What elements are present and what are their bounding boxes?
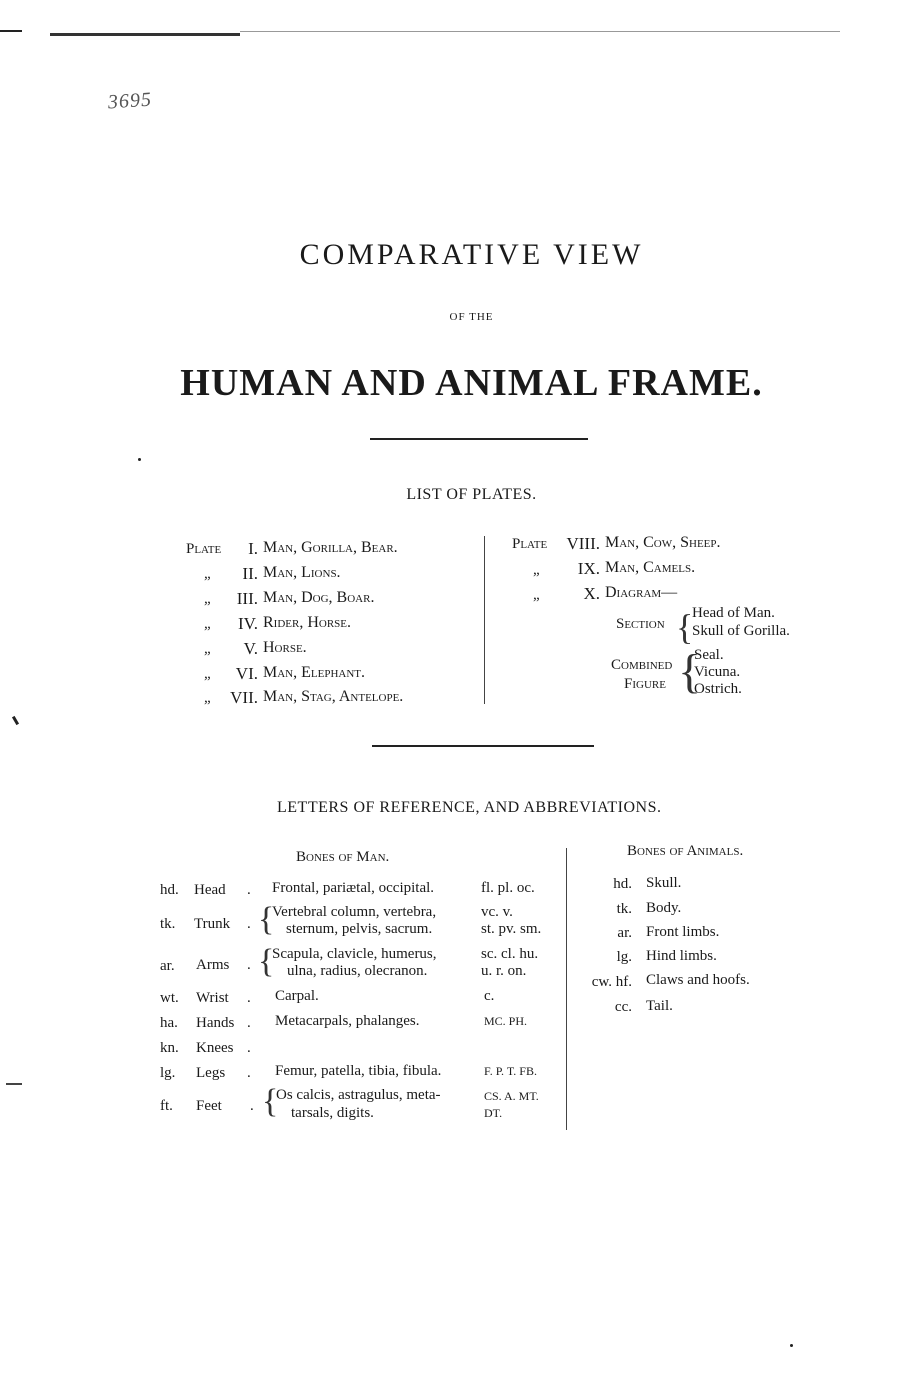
- plate-prefix: „: [204, 591, 211, 607]
- animal-part: Hind limbs.: [646, 948, 717, 964]
- plates-divider: [372, 745, 594, 747]
- bone-abbr: tk.: [616, 901, 632, 917]
- plate-subjects: Man, Lions.: [263, 564, 341, 581]
- bone-abbr: ar.: [617, 925, 632, 941]
- section-item: Head of Man.: [692, 605, 775, 621]
- combined-item: Vicuna.: [694, 664, 741, 680]
- bone-names: Os calcis, astragulus, meta-: [276, 1087, 441, 1103]
- combined-brace: {: [678, 645, 702, 698]
- plate-number: I.: [248, 539, 258, 558]
- plate-prefix: „: [204, 641, 211, 657]
- title-line-3: HUMAN AND ANIMAL FRAME.: [180, 362, 763, 404]
- plate-number: VII.: [230, 688, 258, 707]
- top-edge-mark: [50, 33, 240, 36]
- leader-dot: .: [247, 916, 251, 932]
- top-edge-mark-left: [0, 30, 22, 32]
- top-edge-mark-faint: [240, 31, 840, 32]
- body-part: Head: [194, 882, 226, 898]
- plate-subjects: Man, Elephant.: [263, 664, 365, 681]
- bone-names: Metacarpals, phalanges.: [275, 1013, 420, 1029]
- plate-prefix: Plate: [512, 536, 548, 552]
- plate-prefix: „: [204, 666, 211, 682]
- bone-codes: DT.: [484, 1106, 503, 1120]
- body-part: Arms: [196, 957, 230, 973]
- plate-subjects: Rider, Horse.: [263, 614, 352, 631]
- handwritten-note: 3695: [107, 88, 153, 114]
- body-part: Wrist: [196, 990, 229, 1006]
- bone-codes: st. pv. sm.: [481, 921, 542, 937]
- plate-number: V.: [243, 639, 258, 658]
- bone-codes: vc. v.: [481, 904, 513, 920]
- bone-codes: F. P. T. FB.: [484, 1064, 537, 1078]
- plate-number: III.: [236, 589, 258, 608]
- plate-prefix: „: [533, 587, 540, 603]
- plate-subjects: Man, Gorilla, Bear.: [263, 539, 398, 556]
- bone-names: Femur, patella, tibia, fibula.: [275, 1063, 442, 1079]
- animal-bones-heading: Bones of Animals.: [627, 843, 744, 859]
- plate-prefix: „: [204, 616, 211, 632]
- leader-dot: .: [247, 882, 251, 898]
- plate-prefix: „: [204, 690, 211, 706]
- leader-dot: .: [247, 1015, 251, 1031]
- leader-dot: .: [247, 957, 251, 973]
- scan-speck: [6, 1083, 22, 1085]
- leader-dot: .: [247, 1040, 251, 1056]
- bone-abbr: cc.: [614, 999, 632, 1015]
- plates-column-divider: [484, 536, 485, 704]
- bone-names: tarsals, digits.: [291, 1105, 374, 1121]
- plate-number: II.: [242, 564, 258, 583]
- plate-subjects: Diagram—: [605, 584, 678, 601]
- bone-abbr: lg.: [616, 949, 632, 965]
- plate-prefix: „: [204, 566, 211, 582]
- title-line-2: OF THE: [449, 311, 494, 323]
- animal-part: Skull.: [646, 875, 682, 891]
- animal-part: Front limbs.: [646, 924, 720, 940]
- leader-dot: .: [250, 1098, 254, 1114]
- bone-abbr: ft.: [160, 1098, 173, 1114]
- plate-subjects: Man, Dog, Boar.: [263, 589, 375, 606]
- plate-number: VIII.: [566, 534, 600, 553]
- bone-codes: c.: [484, 988, 495, 1004]
- bone-abbr: ar.: [160, 958, 175, 974]
- bone-names: Vertebral column, vertebra,: [272, 904, 437, 920]
- row-brace: {: [258, 901, 275, 938]
- plates-heading: LIST OF PLATES.: [406, 486, 537, 503]
- combined-item: Seal.: [694, 647, 724, 663]
- plate-number: VI.: [235, 664, 258, 683]
- bone-abbr: wt.: [160, 990, 179, 1006]
- bone-abbr: cw. hf.: [591, 974, 632, 990]
- animal-part: Tail.: [646, 998, 673, 1014]
- bone-names: sternum, pelvis, sacrum.: [286, 921, 433, 937]
- bone-names: Carpal.: [275, 988, 319, 1004]
- body-part: Knees: [196, 1040, 234, 1056]
- plate-number: X.: [583, 584, 600, 603]
- title-divider: [370, 438, 588, 440]
- combined-label-line-1: Combined: [611, 657, 673, 673]
- bone-codes: CS. A. MT.: [484, 1089, 539, 1103]
- leader-dot: .: [247, 990, 251, 1006]
- plate-subjects: Man, Cow, Sheep.: [605, 534, 721, 551]
- animal-part: Body.: [646, 900, 682, 916]
- plate-number: IV.: [238, 614, 258, 633]
- man-bones-heading: Bones of Man.: [296, 849, 390, 865]
- body-part: Legs: [196, 1065, 226, 1081]
- plate-subjects: Horse.: [263, 639, 307, 656]
- references-column-divider: [566, 848, 567, 1130]
- row-brace: {: [258, 943, 275, 980]
- bone-abbr: hd.: [613, 876, 632, 892]
- section-item: Skull of Gorilla.: [692, 623, 790, 639]
- plate-subjects: Man, Camels.: [605, 559, 696, 576]
- bone-codes: sc. cl. hu.: [481, 946, 539, 962]
- body-part: Feet: [196, 1098, 222, 1114]
- bone-names: Scapula, clavicle, humerus,: [272, 946, 437, 962]
- scan-speck: [790, 1344, 793, 1347]
- section-label: Section: [616, 616, 665, 632]
- bone-abbr: lg.: [160, 1065, 176, 1081]
- body-part: Trunk: [194, 916, 231, 932]
- body-part: Hands: [196, 1015, 235, 1031]
- bone-names: ulna, radius, olecranon.: [287, 963, 428, 979]
- row-brace: {: [262, 1083, 279, 1120]
- plate-prefix: „: [533, 562, 540, 578]
- bone-codes: u. r. on.: [481, 963, 527, 979]
- bone-abbr: kn.: [160, 1040, 179, 1056]
- bone-codes: MC. PH.: [484, 1014, 528, 1028]
- combined-item: Ostrich.: [694, 681, 742, 697]
- combined-label-line-2: Figure: [624, 676, 666, 692]
- references-heading: LETTERS OF REFERENCE, AND ABBREVIATIONS.: [277, 799, 662, 816]
- scan-speck: [12, 716, 19, 725]
- bone-abbr: tk.: [160, 916, 176, 932]
- title-line-1: COMPARATIVE VIEW: [299, 238, 644, 271]
- leader-dot: .: [247, 1065, 251, 1081]
- bone-codes: fl. pl. oc.: [481, 880, 535, 896]
- bone-names: Frontal, pariætal, occipital.: [272, 880, 435, 896]
- bone-abbr: hd.: [160, 882, 179, 898]
- section-brace: {: [676, 607, 694, 647]
- animal-part: Claws and hoofs.: [646, 972, 750, 988]
- scan-speck: [138, 458, 141, 461]
- bone-abbr: ha.: [160, 1015, 178, 1031]
- plate-number: IX.: [577, 559, 600, 578]
- plate-prefix: Plate: [186, 541, 222, 557]
- plate-subjects: Man, Stag, Antelope.: [263, 688, 404, 705]
